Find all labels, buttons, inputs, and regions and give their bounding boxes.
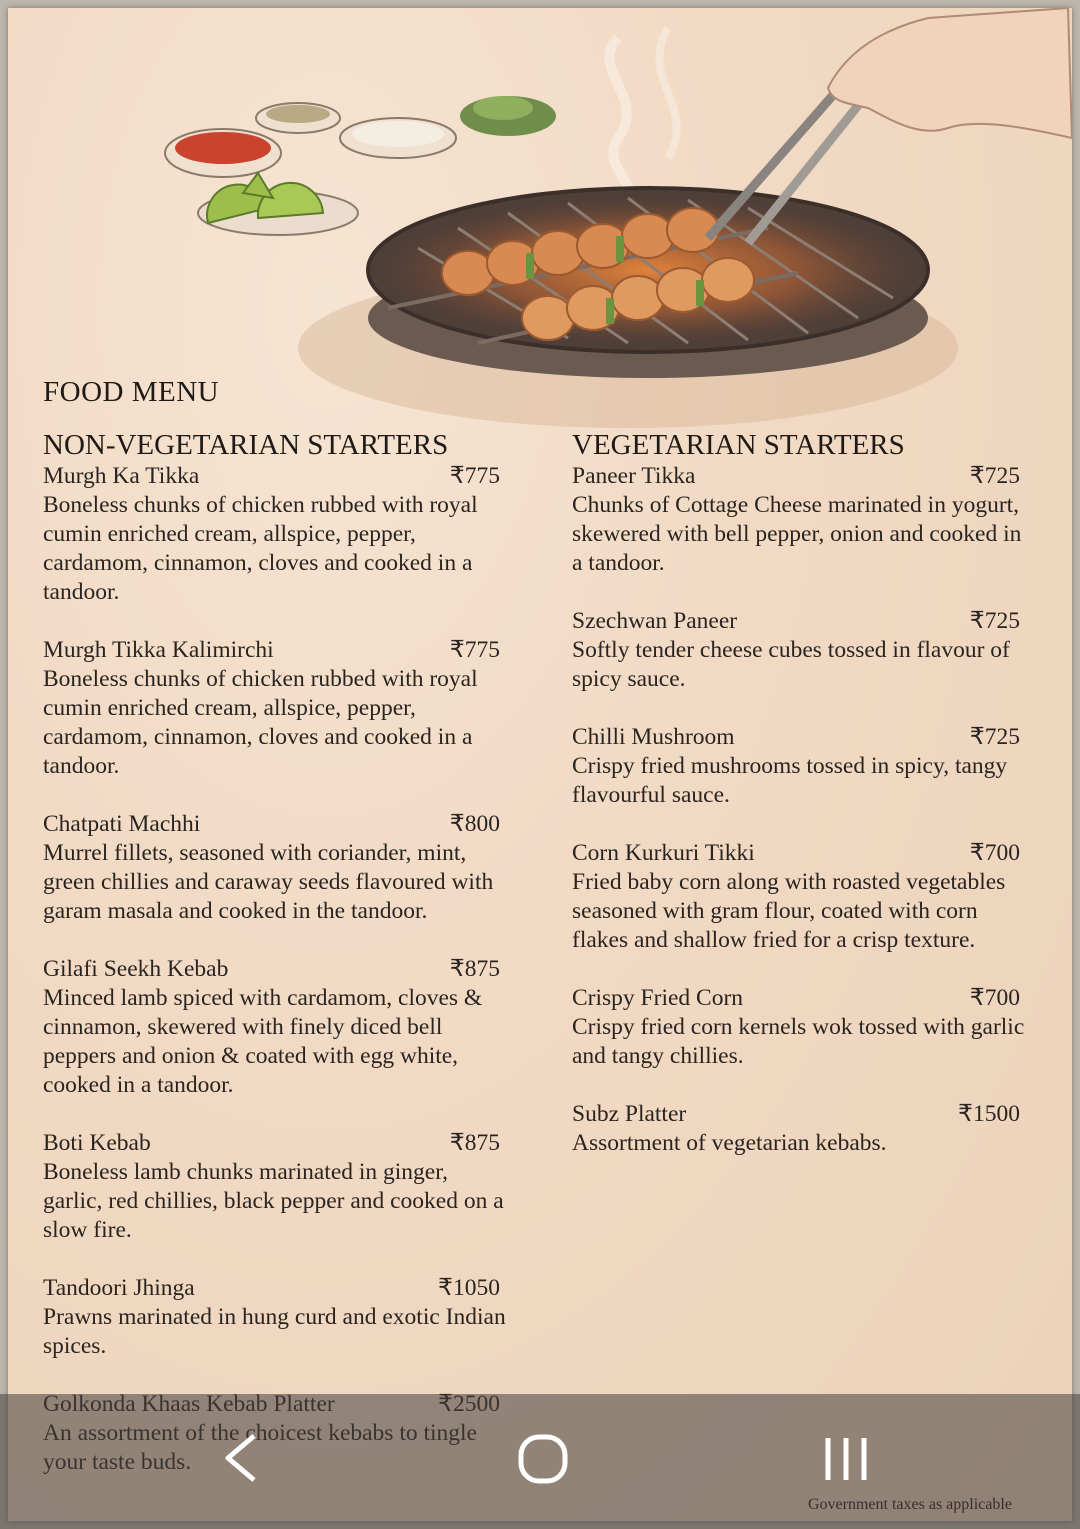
menu-item (572, 1100, 1032, 1158)
home-button[interactable] (518, 1434, 568, 1484)
item-description: Minced lamb spiced with cardamom, cloves & cinnamon, skewered with finely diced bell peppers and onion & coated with egg white, cooked in a tandoor. (43, 984, 483, 1098)
item-description: Crispy fried corn kernels wok tossed with garlic and tangy chillies. (572, 1013, 1025, 1069)
non-veg-column (43, 430, 508, 1506)
item-price: ₹1500 (958, 1100, 1020, 1127)
menu-title: FOOD MENU (43, 376, 220, 408)
item-description: Fried baby corn along with roasted vegetables seasoned with gram flour, coated with corn flakes and shallow fried for a crisp texture. (572, 868, 1006, 953)
item-description: Boneless chunks of chicken rubbed with royal cumin enriched cream, allspice, pepper, cardamom, cinnamon, cloves and cooked in a tandoor. (43, 665, 478, 779)
item-description: Murrel fillets, seasoned with coriander, mint, green chillies and caraway seeds flavoured with garam masala and cooked in the tandoor. (43, 839, 494, 924)
item-price: ₹725 (969, 723, 1020, 750)
item-price: ₹700 (969, 839, 1020, 866)
item-price: ₹700 (969, 984, 1020, 1011)
item-header (572, 607, 1032, 636)
item-header (43, 636, 508, 665)
item-description: Boneless lamb chunks marinated in ginger, garlic, red chillies, black pepper and cooked on a slow fire. (43, 1158, 504, 1243)
menu-item (43, 462, 508, 607)
menu-item (572, 984, 1032, 1071)
item-price: ₹1050 (438, 1274, 500, 1301)
item-description: Boneless chunks of chicken rubbed with royal cumin enriched cream, allspice, pepper, cardamom, cinnamon, cloves and cooked in a tandoor. (43, 491, 478, 605)
item-description: Assortment of vegetarian kebabs. (572, 1129, 887, 1156)
item-description: Chunks of Cottage Cheese marinated in yogurt, skewered with bell pepper, onion and cooked in a tandoor. (572, 491, 1022, 576)
menu-item (572, 723, 1032, 810)
item-price: ₹800 (449, 810, 500, 837)
item-name: Crispy Fried Corn (572, 984, 744, 1011)
item-name: Boti Kebab (43, 1129, 151, 1156)
item-name: Chilli Mushroom (572, 723, 735, 750)
item-name: Corn Kurkuri Tikki (572, 839, 755, 866)
item-header (572, 1100, 1032, 1129)
menu-item (43, 955, 508, 1100)
item-header (572, 839, 1032, 868)
item-header (572, 462, 1032, 491)
item-header (572, 984, 1032, 1013)
item-header (43, 810, 508, 839)
back-icon (220, 1432, 260, 1484)
item-header (572, 723, 1032, 752)
item-name: Murgh Ka Tikka (43, 462, 200, 489)
item-header (43, 1274, 508, 1303)
item-description: Softly tender cheese cubes tossed in flavour of spicy sauce. (572, 636, 1010, 692)
item-name: Tandoori Jhinga (43, 1274, 195, 1301)
item-name: Gilafi Seekh Kebab (43, 955, 229, 982)
veg-section-title: VEGETARIAN STARTERS (572, 429, 905, 461)
item-name: Murgh Tikka Kalimirchi (43, 636, 274, 663)
non-veg-section-title: NON-VEGETARIAN STARTERS (43, 429, 449, 461)
item-header (43, 462, 508, 491)
menu-item (572, 607, 1032, 694)
item-name: Paneer Tikka (572, 462, 696, 489)
veg-column (572, 430, 1032, 1187)
recents-icon (822, 1434, 870, 1484)
recents-button[interactable] (822, 1434, 870, 1484)
menu-page (8, 8, 1072, 1521)
item-price: ₹725 (969, 462, 1020, 489)
home-icon (518, 1434, 568, 1484)
menu-item (43, 1129, 508, 1245)
item-price: ₹775 (449, 636, 500, 663)
item-name: Subz Platter (572, 1100, 687, 1127)
menu-item (43, 636, 508, 781)
item-header (43, 955, 508, 984)
navigation-bar (0, 1394, 1080, 1529)
menu-item (572, 839, 1032, 955)
menu-item (43, 1274, 508, 1361)
item-name: Szechwan Paneer (572, 607, 738, 634)
item-name: Chatpati Machhi (43, 810, 201, 837)
menu-item (572, 462, 1032, 578)
menu-item (43, 810, 508, 926)
item-price: ₹875 (449, 1129, 500, 1156)
grill-illustration (148, 8, 1072, 438)
item-header (43, 1129, 508, 1158)
item-description: Prawns marinated in hung curd and exotic Indian spices. (43, 1303, 506, 1359)
item-price: ₹875 (449, 955, 500, 982)
item-price: ₹775 (449, 462, 500, 489)
item-description: Crispy fried mushrooms tossed in spicy, tangy flavourful sauce. (572, 752, 1008, 808)
item-price: ₹725 (969, 607, 1020, 634)
back-button[interactable] (220, 1432, 260, 1484)
